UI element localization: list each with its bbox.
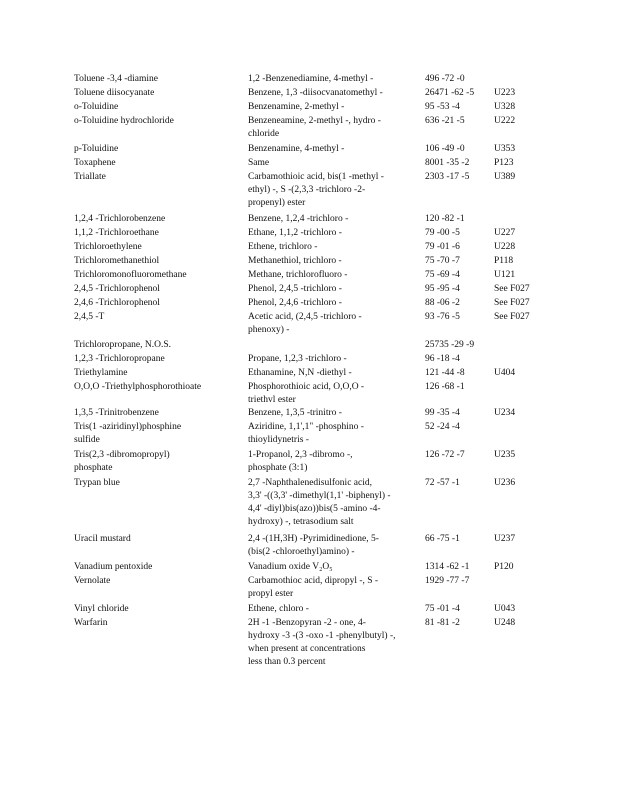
substance-name — [74, 533, 242, 546]
cas-number: 126 -72 -7 — [425, 450, 465, 460]
substance-name — [74, 101, 242, 114]
chemical-name-line: Phenol, 2,4,6 -trichloro - — [248, 298, 342, 308]
hazardous-waste-code: See F027 — [494, 312, 530, 322]
chemical-name-line: Propane, 1,2,3 -trichloro - — [248, 354, 347, 364]
cas-number: 8001 -35 -2 — [425, 158, 470, 168]
cas-number: 81 -81 -2 — [425, 618, 460, 628]
chemical-abstracts-name — [248, 143, 416, 156]
cas-number: 26471 -62 -5 — [425, 88, 475, 98]
hazardous-waste-code: U353 — [494, 144, 516, 154]
chemical-abstracts-name — [248, 157, 416, 170]
substance-name-line: O,O,O -Triethylphosphorothioate — [74, 382, 202, 392]
chemical-abstracts-name — [248, 617, 416, 669]
cas-number: 25735 -29 -9 — [425, 340, 475, 350]
hazardous-waste-code: U227 — [494, 228, 516, 238]
substance-name — [74, 311, 242, 324]
substance-name-line: Trichloroethylene — [74, 242, 142, 252]
substance-name — [74, 449, 242, 475]
cas-number: 126 -68 -1 — [425, 382, 465, 392]
substance-name-line: Trichloromethanethiol — [74, 256, 160, 266]
chemical-name-line: Methane, trichlorofluoro - — [248, 270, 348, 280]
chemical-name-line: thioylidynetris - — [248, 435, 309, 445]
substance-name-line: Trypan blue — [74, 478, 120, 488]
hazardous-waste-code: See F027 — [494, 284, 530, 294]
substance-name — [74, 353, 242, 366]
substance-name — [74, 87, 242, 100]
chemical-name-line: (bis(2 -chloroethyl)amino) - — [248, 547, 355, 557]
hazardous-waste-code: U236 — [494, 478, 516, 488]
chemical-abstracts-name — [248, 171, 416, 210]
cas-number: 1314 -62 -1 — [425, 562, 470, 572]
substance-name-line: Vinyl chloride — [74, 604, 129, 614]
hazardous-waste-code: U222 — [494, 116, 516, 126]
chemical-name-line: Methanethiol, trichloro - — [248, 256, 342, 266]
chemical-abstracts-name — [248, 297, 416, 310]
chemical-name-line: propyl ester — [248, 589, 294, 599]
hazardous-waste-code: U121 — [494, 270, 516, 280]
cas-number: 496 -72 -0 — [425, 74, 465, 84]
cas-number: 66 -75 -1 — [425, 534, 460, 544]
chemical-name-line: phenoxy) - — [248, 325, 290, 335]
chemical-name-line: hydroxy) -, tetrasodium salt — [248, 517, 354, 527]
substance-name-line: 1,3,5 -Trinitrobenzene — [74, 408, 159, 418]
substance-name-line: Toluene diisocyanate — [74, 88, 155, 98]
substance-name — [74, 407, 242, 420]
chemical-name-line: Benzene, 1,2,4 -trichloro - — [248, 214, 349, 224]
chemical-abstracts-name — [248, 421, 416, 447]
cas-number: 636 -21 -5 — [425, 116, 465, 126]
chemical-abstracts-name — [248, 213, 416, 226]
substance-name — [74, 297, 242, 310]
cas-number: 1929 -77 -7 — [425, 576, 470, 586]
cas-number: 52 -24 -4 — [425, 422, 460, 432]
substance-name — [74, 143, 242, 156]
substance-name — [74, 227, 242, 240]
hazardous-waste-code: U043 — [494, 604, 516, 614]
chemical-name-line: Phenol, 2,4,5 -trichloro - — [248, 284, 342, 294]
hazardous-waste-code: U404 — [494, 368, 516, 378]
substance-name-line: 2,4,5 -T — [74, 312, 105, 322]
cas-number: 75 -69 -4 — [425, 270, 460, 280]
chemical-name-line: when present at concentrations — [248, 644, 366, 654]
substance-name — [74, 339, 242, 352]
cas-number: 88 -06 -2 — [425, 298, 460, 308]
chemical-name-line: Same — [248, 158, 270, 168]
chemical-name-line: Ethane, 1,1,2 -trichloro - — [248, 228, 342, 238]
hazardous-waste-code: U328 — [494, 102, 516, 112]
cas-number: 75 -01 -4 — [425, 604, 460, 614]
substance-name — [74, 213, 242, 226]
substance-name-line: Toxaphene — [74, 158, 116, 168]
chemical-name-line: ethyl) -, S -(2,3,3 -trichloro -2- — [248, 185, 366, 195]
substance-name-line: 1,2,3 -Trichloropropane — [74, 354, 165, 364]
substance-name-line: Triallate — [74, 172, 106, 182]
cas-number: 120 -82 -1 — [425, 214, 465, 224]
substance-name — [74, 73, 242, 86]
hazardous-waste-code: U389 — [494, 172, 516, 182]
chemical-abstracts-name — [248, 477, 416, 529]
substance-name-line: p-Toluidine — [74, 144, 119, 154]
substance-name-line: 2,4,6 -Trichlorophenol — [74, 298, 160, 308]
chemical-abstracts-name — [248, 311, 416, 337]
substance-name-line: Tris(2,3 -dibromopropyl) — [74, 450, 170, 460]
substance-name — [74, 381, 242, 394]
substance-name — [74, 241, 242, 254]
chemical-abstracts-name — [248, 533, 416, 559]
chemical-abstracts-name — [248, 269, 416, 282]
chemical-name-line: 3,3' -((3,3' -dimethyl(1,1' -biphenyl) - — [248, 491, 391, 501]
chemical-abstracts-name — [248, 561, 416, 574]
chemical-name-line: Benzeneamine, 2-methyl -, hydro - — [248, 116, 381, 126]
substance-name-line: Uracil mustard — [74, 534, 131, 544]
cas-number: 95 -95 -4 — [425, 284, 460, 294]
hazardous-waste-code: P118 — [494, 256, 514, 266]
hazardous-waste-code: P120 — [494, 562, 514, 572]
substance-name-line: Trichloromonofluoromethane — [74, 270, 187, 280]
substance-name — [74, 157, 242, 170]
substance-name — [74, 575, 242, 588]
substance-name — [74, 603, 242, 616]
substance-name-line: Vernolate — [74, 576, 111, 586]
chemical-abstracts-name — [248, 87, 416, 100]
chemical-abstracts-name — [248, 367, 416, 380]
cas-number: 96 -18 -4 — [425, 354, 460, 364]
substance-name — [74, 367, 242, 380]
hazardous-waste-code: U223 — [494, 88, 516, 98]
chemical-name-line: phosphate (3:1) — [248, 463, 308, 473]
substance-name-line: Trichloropropane, N.O.S. — [74, 340, 172, 350]
chemical-abstracts-name — [248, 407, 416, 420]
chemical-name-line: Carbamothioic acid, bis(1 -methyl - — [248, 172, 384, 182]
chemical-name-line: 1-Propanol, 2,3 -dibromo -, — [248, 450, 353, 460]
chemical-abstracts-name — [248, 381, 416, 407]
cas-number: 75 -70 -7 — [425, 256, 460, 266]
cas-number: 79 -01 -6 — [425, 242, 460, 252]
substance-name-line: 1,2,4 -Trichlorobenzene — [74, 214, 166, 224]
chemical-name-line: Acetic acid, (2,4,5 -trichloro - — [248, 312, 362, 322]
hazardous-waste-code: See F027 — [494, 298, 530, 308]
cas-number: 121 -44 -8 — [425, 368, 465, 378]
substance-name-line: Tris(1 -aziridinyl)phosphine — [74, 422, 182, 432]
substance-name-line: o-Toluidine hydrochloride — [74, 116, 174, 126]
chemical-name-line: 4,4' -diyl)bis(azo))bis(5 -amino -4- — [248, 504, 381, 514]
chemical-name-line: triethvl ester — [248, 395, 296, 405]
chemical-name-line: Benzenamine, 2-methyl - — [248, 102, 345, 112]
hazardous-waste-code: U234 — [494, 408, 516, 418]
hazardous-waste-code: P123 — [494, 158, 514, 168]
chemical-abstracts-name — [248, 73, 416, 86]
hazardous-waste-code: U237 — [494, 534, 516, 544]
cas-number: 2303 -17 -5 — [425, 172, 470, 182]
chemical-name-line: hydroxy -3 -(3 -oxo -1 -phenylbutyl) -, — [248, 631, 396, 641]
substance-name-line: phosphate — [74, 463, 113, 473]
chemical-abstracts-name — [248, 575, 416, 601]
chemical-name-line: 1,2 -Benzenediamine, 4-methyl - — [248, 74, 374, 84]
substance-name-line: o-Toluidine — [74, 102, 119, 112]
chemical-abstracts-name — [248, 101, 416, 114]
chemical-name-line: Ethene, chloro - — [248, 604, 309, 614]
substance-name-line: 2,4,5 -Trichlorophenol — [74, 284, 160, 294]
substance-name — [74, 421, 242, 447]
chemical-abstracts-name — [248, 283, 416, 296]
chemical-name-line: Phosphorothioic acid, O,O,O - — [248, 382, 365, 392]
cas-number: 79 -00 -5 — [425, 228, 460, 238]
substance-name-line: Toluene -3,4 -diamine — [74, 74, 159, 84]
chemical-name-line: Benzene, 1,3,5 -trinitro - — [248, 408, 342, 418]
substance-name — [74, 561, 242, 574]
chemical-name-line: Ethanamine, N,N -diethyl - — [248, 368, 352, 378]
cas-number: 95 -53 -4 — [425, 102, 460, 112]
chemical-abstracts-name — [248, 353, 416, 366]
cas-number: 99 -35 -4 — [425, 408, 460, 418]
chemical-name-line: 2H -1 -Benzopyran -2 - one, 4- — [248, 618, 366, 628]
cas-number: 72 -57 -1 — [425, 478, 460, 488]
substance-name-line: Warfarin — [74, 618, 108, 628]
substance-name — [74, 617, 242, 630]
cas-number: 106 -49 -0 — [425, 144, 465, 154]
chemical-abstracts-name — [248, 603, 416, 616]
chemical-name-line: Aziridine, 1,1',1" -phosphino - — [248, 422, 364, 432]
hazardous-waste-code: U228 — [494, 242, 516, 252]
chemical-abstracts-name — [248, 241, 416, 254]
chemical-name-line: 2,4 -(1H,3H) -Pyrimidinedione, 5- — [248, 534, 379, 544]
chemical-name-line: 2,7 -Naphthalenedisulfonic acid, — [248, 478, 372, 488]
substance-name — [74, 171, 242, 184]
chemical-name-line: propenyl) ester — [248, 198, 306, 208]
chemical-name-line: less than 0.3 percent — [248, 657, 326, 667]
chemical-abstracts-name — [248, 115, 416, 141]
chemical-abstracts-name — [248, 449, 416, 475]
substance-name-line: Triethylamine — [74, 368, 128, 378]
substance-name — [74, 269, 242, 282]
substance-name — [74, 115, 242, 128]
hazardous-waste-code: U248 — [494, 618, 516, 628]
chemical-name-line: Benzene, 1,3 -diisocvanatomethyl - — [248, 88, 383, 98]
substance-name-line: 1,1,2 -Trichloroethane — [74, 228, 159, 238]
substance-name-line: sulfide — [74, 435, 100, 445]
chemical-abstracts-name — [248, 255, 416, 268]
chemical-name-line: chloride — [248, 129, 280, 139]
hazardous-waste-code: U235 — [494, 450, 516, 460]
substance-name — [74, 283, 242, 296]
chemical-name-line: Ethene, trichloro - — [248, 242, 318, 252]
cas-number: 93 -76 -5 — [425, 312, 460, 322]
substance-name-line: Vanadium pentoxide — [74, 562, 153, 572]
chemical-abstracts-name — [248, 227, 416, 240]
chemical-name-line: Benzenamine, 4-methyl - — [248, 144, 345, 154]
chemical-name-line: Carbamothioc acid, dipropyl -, S - — [248, 576, 379, 586]
chemical-name-line: Vanadium oxide V₂O₅ — [248, 562, 333, 572]
substance-name — [74, 255, 242, 268]
substance-name — [74, 477, 242, 490]
